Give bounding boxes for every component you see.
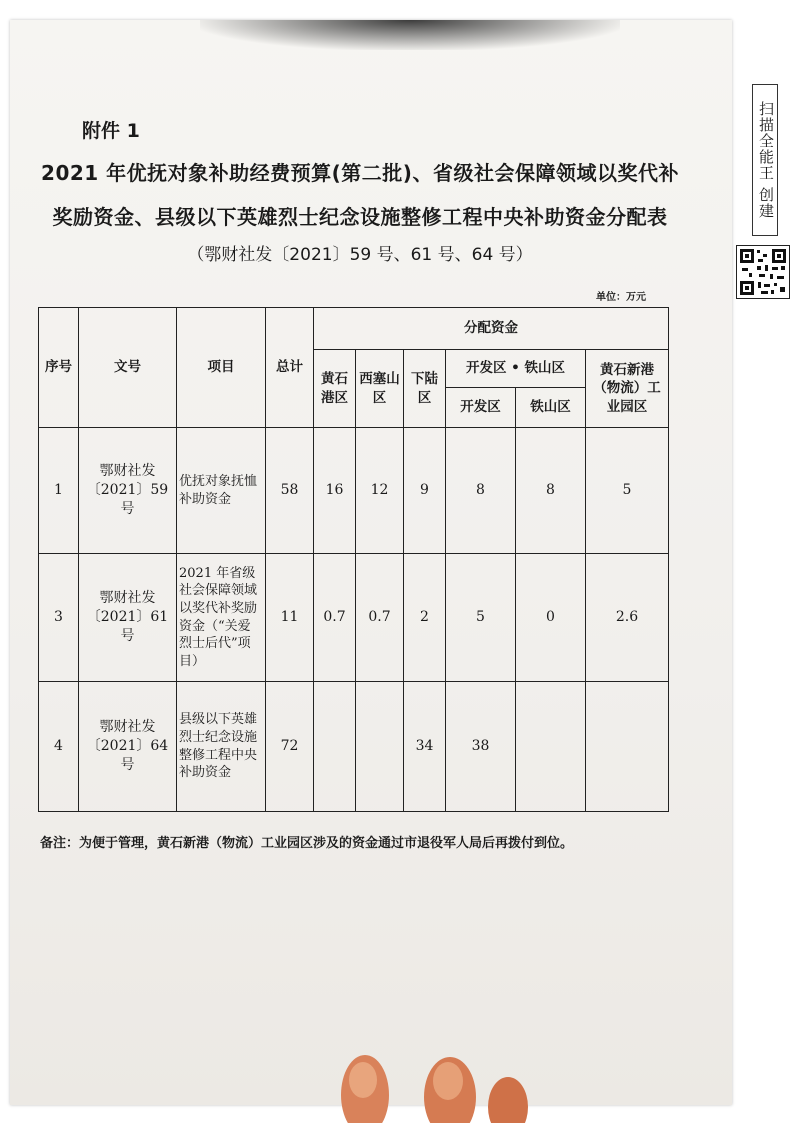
cell-xialu: 34 [404, 682, 446, 812]
scanner-watermark: 扫描全能王 创建 [752, 84, 778, 236]
cell-total: 11 [266, 554, 314, 682]
cell-huangshigang: 0.7 [314, 554, 356, 682]
cell-huangshigang: 16 [314, 428, 356, 554]
allocation-table [38, 307, 669, 812]
cell-xialu: 2 [404, 554, 446, 682]
cell-project: 2021 年省级社会保障领域以奖代补奖励资金（“关爱烈士后代”项目） [177, 554, 266, 682]
cell-seq: 1 [39, 428, 79, 554]
footnote: 备注：为便于管理，黄石新港（物流）工业园区涉及的资金通过市退役军人局后再拨付到位。 [40, 836, 574, 851]
header-allocation: 分配资金 [314, 308, 669, 350]
cell-xisaishan [356, 682, 404, 812]
header-kaifa-tieshan: 开发区 • 铁山区 [446, 350, 586, 388]
header-total: 总计 [266, 308, 314, 428]
cell-total: 58 [266, 428, 314, 554]
fingertips-image [330, 1045, 530, 1123]
cell-xingang: 2.6 [586, 554, 669, 682]
title-line-1: 2021 年优抚对象补助经费预算(第二批)、省级社会保障领域以奖代补 [41, 161, 679, 185]
cell-seq: 3 [39, 554, 79, 682]
cell-tieshan: 8 [516, 428, 586, 554]
cell-project: 优抚对象抚恤补助资金 [177, 428, 266, 554]
cell-kaifa: 38 [446, 682, 516, 812]
cell-tieshan: 0 [516, 554, 586, 682]
cell-xingang [586, 682, 669, 812]
header-kaifa: 开发区 [446, 388, 516, 428]
cell-kaifa: 8 [446, 428, 516, 554]
header-xingang: 黄石新港（物流）工业园区 [586, 350, 669, 428]
table-row [39, 554, 669, 682]
header-tieshan: 铁山区 [516, 388, 586, 428]
cell-huangshigang [314, 682, 356, 812]
header-doc-no: 文号 [79, 308, 177, 428]
unit-label: 单位：万元 [596, 292, 646, 303]
header-xisaishan: 西塞山区 [356, 350, 404, 428]
cell-xisaishan: 12 [356, 428, 404, 554]
cell-kaifa: 5 [446, 554, 516, 682]
cell-doc-no: 鄂财社发〔2021〕59 号 [79, 428, 177, 554]
cell-total: 72 [266, 682, 314, 812]
header-huangshigang: 黄石港区 [314, 350, 356, 428]
scan-shadow [200, 20, 620, 50]
header-xialu: 下陆区 [404, 350, 446, 428]
cell-xisaishan: 0.7 [356, 554, 404, 682]
cell-doc-no: 鄂财社发〔2021〕61 号 [79, 554, 177, 682]
annex-label: 附件 1 [82, 120, 140, 142]
cell-seq: 4 [39, 682, 79, 812]
table-row [39, 682, 669, 812]
table-row [39, 428, 669, 554]
cell-doc-no: 鄂财社发〔2021〕64 号 [79, 682, 177, 812]
qr-code-icon [736, 245, 790, 299]
document-reference: （鄂财社发〔2021〕59 号、61 号、64 号） [187, 245, 533, 265]
cell-xingang: 5 [586, 428, 669, 554]
title-line-2: 奖励资金、县级以下英雄烈士纪念设施整修工程中央补助资金分配表 [52, 205, 668, 229]
header-project: 项目 [177, 308, 266, 428]
header-seq: 序号 [39, 308, 79, 428]
cell-tieshan [516, 682, 586, 812]
cell-xialu: 9 [404, 428, 446, 554]
cell-project: 县级以下英雄烈士纪念设施整修工程中央补助资金 [177, 682, 266, 812]
